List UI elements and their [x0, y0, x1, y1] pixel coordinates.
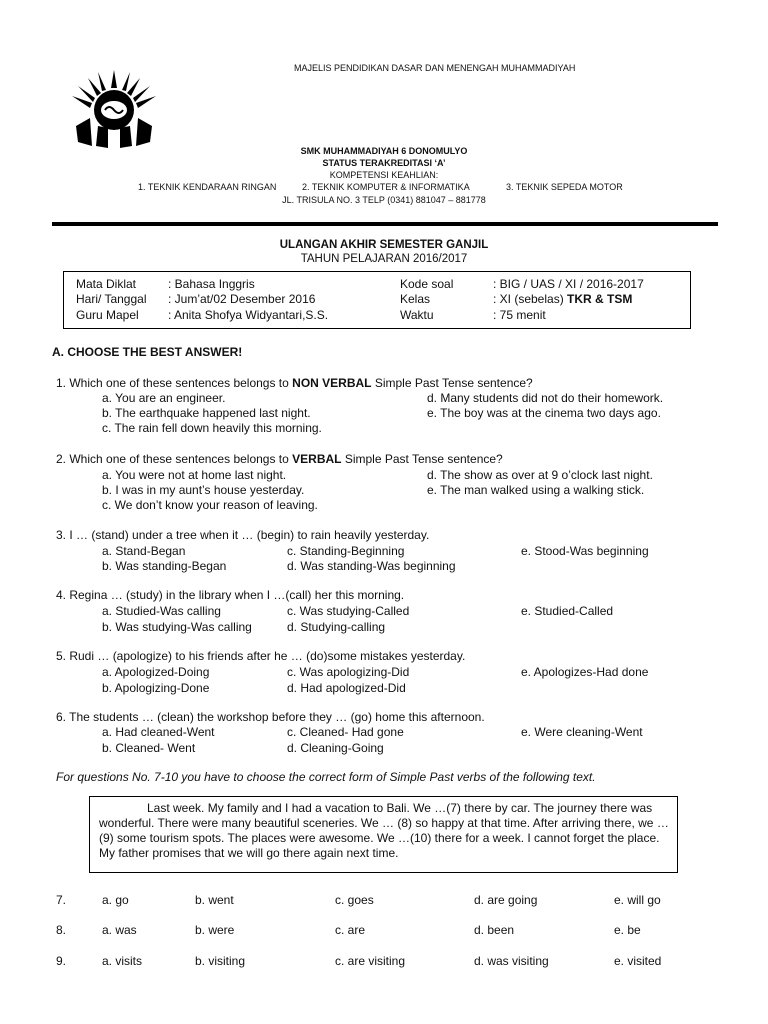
section-a-heading: A. CHOOSE THE BEST ANSWER! [52, 345, 243, 359]
info-value-time: : 75 menit [493, 308, 546, 322]
info-label-time: Waktu [400, 308, 434, 322]
q1-option-d: d. Many students did not do their homework. [427, 391, 664, 405]
passage-body: Last week. My family and I had a vacation to Bali. We …(7) there by car. The journey there was wonderful. There were many beautiful sceneries. We … (8) so happy at that time. After arriving there, we …(9) some tourism spots. The places were awesome. We …(10) there for a week. I cannot forget the place. My father promises that we will go there again next time. [99, 801, 669, 860]
q9-option-e: e. visited [614, 954, 662, 968]
question-1 [56, 376, 533, 390]
question-2 [56, 452, 503, 466]
school-address: JL. TRISULA NO. 3 TELP (0341) 881047 – 881778 [282, 195, 486, 205]
q5-option-a: a. Apologized-Doing [102, 665, 210, 679]
class-plain: : XI (sebelas) [493, 292, 568, 306]
q9-number: 9. [56, 954, 67, 968]
q3-option-b: b. Was standing-Began [102, 559, 227, 573]
question-5: 5. Rudi … (apologize) to his friends after he … (do)some mistakes yesterday. [56, 649, 466, 663]
q5-option-b: b. Apologizing-Done [102, 681, 210, 695]
info-label-teacher: Guru Mapel [76, 308, 139, 322]
q7-option-b: b. went [195, 893, 234, 907]
question-6: 6. The students … (clean) the workshop before they … (go) home this afternoon. [56, 710, 485, 724]
info-value-class [493, 292, 632, 306]
q1-option-b: b. The earthquake happened last night. [102, 406, 311, 420]
q7-option-d: d. are going [474, 893, 538, 907]
q1-option-e: e. The boy was at the cinema two days ago. [427, 406, 661, 420]
institution-name: MAJELIS PENDIDIKAN DASAR DAN MENENGAH MUHAMMADIYAH [294, 63, 576, 73]
q6-option-a: a. Had cleaned-Went [102, 725, 215, 739]
q3-option-e: e. Stood-Was beginning [521, 544, 649, 558]
exam-year: TAHUN PELAJARAN 2016/2017 [300, 253, 468, 265]
q2-option-e: e. The man walked using a walking stick. [427, 483, 645, 497]
competency-title: KOMPETENSI KEAHLIAN: [329, 170, 439, 180]
passage-text [99, 801, 671, 861]
q5-option-c: c. Was apologizing-Did [287, 665, 410, 679]
competency-3: 3. TEKNIK SEPEDA MOTOR [506, 182, 623, 192]
q8-option-a: a. was [102, 923, 137, 937]
q2-post: Simple Past Tense sentence? [341, 452, 503, 466]
info-value-subject: : Bahasa Inggris [168, 277, 255, 291]
q1-bold: NON VERBAL [292, 376, 372, 390]
q1-option-c: c. The rain fell down heavily this morning. [102, 421, 322, 435]
info-label-date: Hari/ Tanggal [76, 292, 147, 306]
q7-option-a: a. go [102, 893, 129, 907]
info-value-teacher: : Anita Shofya Widyantari,S.S. [168, 308, 329, 322]
q2-option-a: a. You were not at home last night. [102, 468, 287, 482]
exam-title: ULANGAN AKHIR SEMESTER GANJIL [279, 239, 489, 251]
q3-option-a: a. Stand-Began [102, 544, 186, 558]
instruction-text: For questions No. 7-10 you have to choose the correct form of Simple Past verbs of the following text. [56, 770, 596, 784]
info-label-class: Kelas [400, 292, 431, 306]
q5-option-d: d. Had apologized-Did [287, 681, 406, 695]
q4-option-b: b. Was studying-Was calling [102, 620, 252, 634]
q8-number: 8. [56, 923, 67, 937]
q2-pre: 2. Which one of these sentences belongs to [56, 452, 293, 466]
q5-option-e: e. Apologizes-Had done [521, 665, 649, 679]
q2-option-b: b. I was in my aunt’s house yesterday. [102, 483, 305, 497]
q8-option-b: b. were [195, 923, 235, 937]
q8-option-e: e. be [614, 923, 641, 937]
q8-option-c: c. are [335, 923, 366, 937]
q6-option-b: b. Cleaned- Went [102, 741, 196, 755]
q2-option-c: c. We don’t know your reason of leaving. [102, 498, 318, 512]
question-4: 4. Regina … (study) in the library when I …(call) her this morning. [56, 588, 405, 602]
q7-option-e: e. will go [614, 893, 661, 907]
q4-option-d: d. Studying-calling [287, 620, 386, 634]
question-3: 3. I … (stand) under a tree when it … (begin) to rain heavily yesterday. [56, 528, 430, 542]
info-label-code: Kode soal [400, 277, 454, 291]
header-divider [52, 222, 718, 226]
class-program: TKR & TSM [567, 292, 633, 306]
q9-option-c: c. are visiting [335, 954, 406, 968]
q8-option-d: d. been [474, 923, 515, 937]
q4-option-c: c. Was studying-Called [287, 604, 410, 618]
q4-option-e: e. Studied-Called [521, 604, 614, 618]
competency-2: 2. TEKNIK KOMPUTER & INFORMATIKA [302, 182, 470, 192]
info-value-code: : BIG / UAS / XI / 2016-2017 [493, 277, 644, 291]
q1-option-a: a. You are an engineer. [102, 391, 226, 405]
q2-option-d: d. The show as over at 9 o’clock last night. [427, 468, 653, 482]
info-value-date: : Jum’at/02 Desember 2016 [168, 292, 316, 306]
q3-option-c: c. Standing-Beginning [287, 544, 405, 558]
q6-option-e: e. Were cleaning-Went [521, 725, 643, 739]
q9-option-b: b. visiting [195, 954, 246, 968]
q4-option-a: a. Studied-Was calling [102, 604, 221, 618]
q1-post: Simple Past Tense sentence? [371, 376, 533, 390]
accreditation-status: STATUS TERAKREDITASI ‘A’ [322, 158, 446, 168]
q9-option-a: a. visits [102, 954, 143, 968]
q1-pre: 1. Which one of these sentences belongs to [56, 376, 293, 390]
q9-option-d: d. was visiting [474, 954, 549, 968]
info-label-subject: Mata Diklat [76, 277, 137, 291]
q6-option-c: c. Cleaned- Had gone [287, 725, 404, 739]
q7-option-c: c. goes [335, 893, 374, 907]
q2-bold: VERBAL [292, 452, 342, 466]
q6-option-d: d. Cleaning-Going [287, 741, 384, 755]
muhammadiyah-sun-logo-icon [68, 66, 160, 150]
school-name: SMK MUHAMMADIYAH 6 DONOMULYO [300, 146, 468, 156]
q7-number: 7. [56, 893, 67, 907]
competency-1: 1. TEKNIK KENDARAAN RINGAN [138, 182, 277, 192]
q3-option-d: d. Was standing-Was beginning [287, 559, 456, 573]
